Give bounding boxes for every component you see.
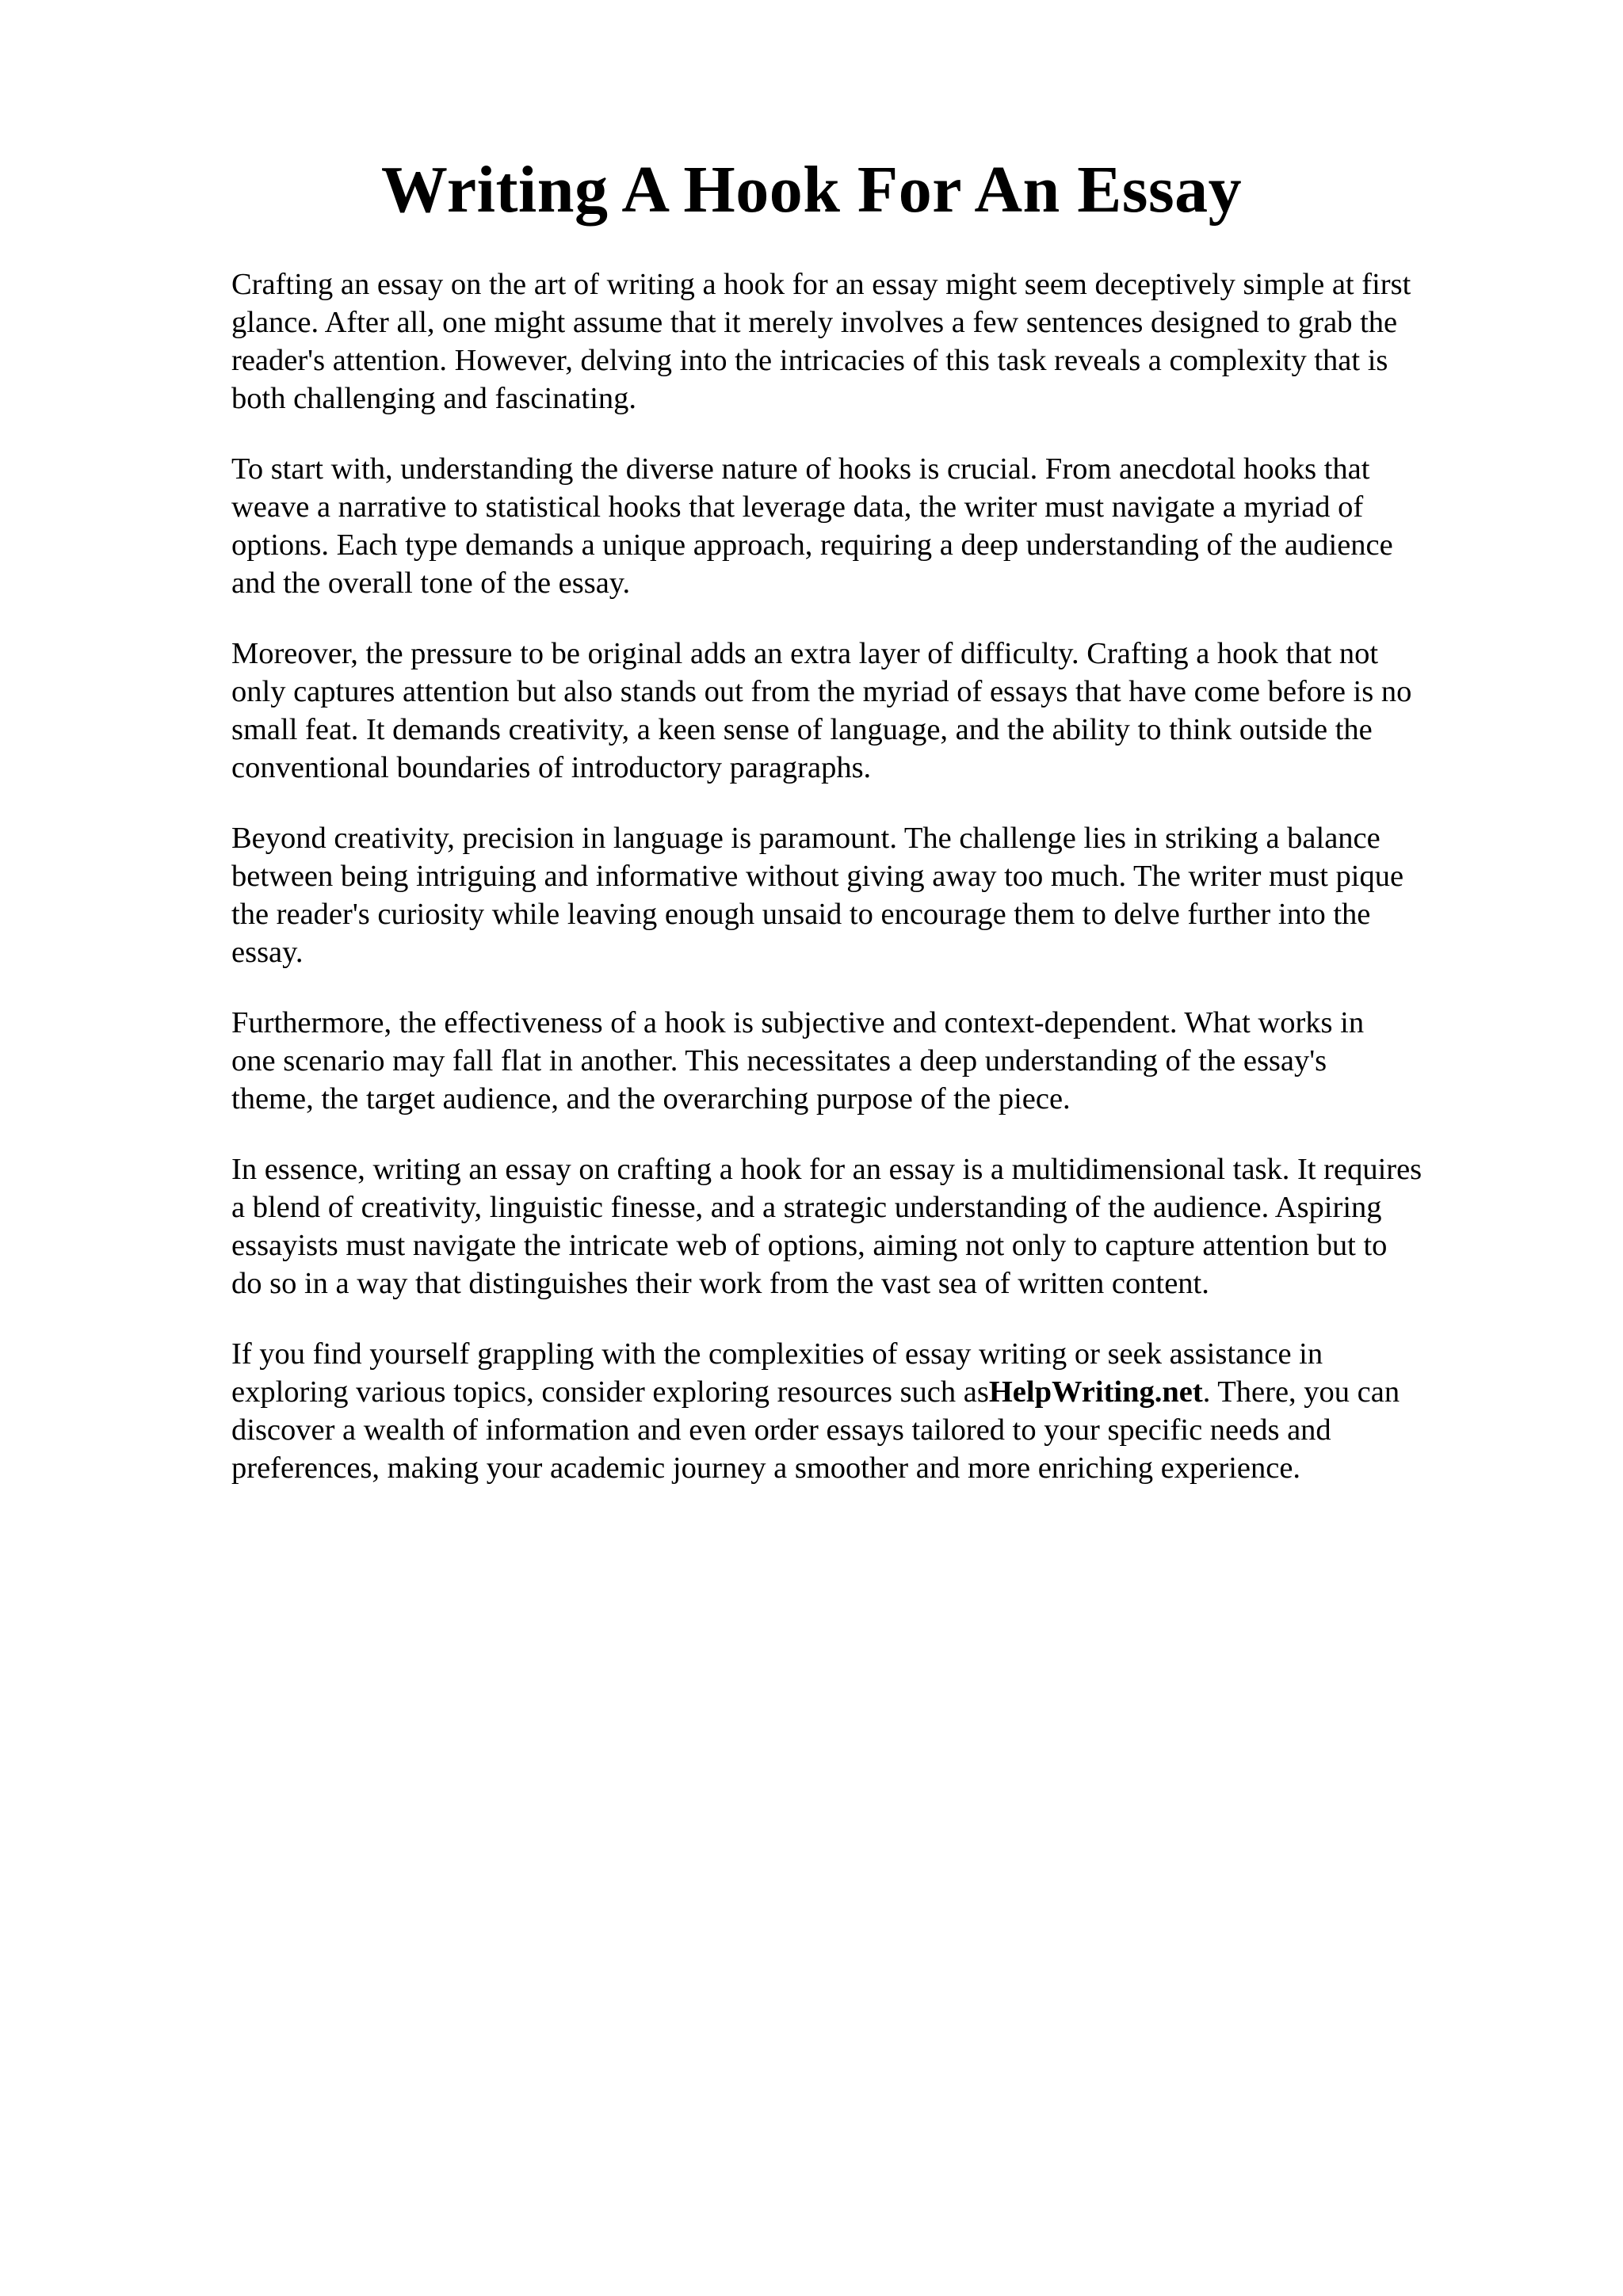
paragraph-line: weave a narrative to statistical hooks that leverage data, the writer must navigate a myriad of xyxy=(231,490,1364,524)
paragraph-line: Furthermore, the effectiveness of a hook is subjective and context-dependent. What works in xyxy=(231,1006,1365,1039)
paragraph-line: a blend of creativity, linguistic finesse, and a strategic understanding of the audience. Aspiring xyxy=(231,1191,1382,1224)
paragraph-line: and the overall tone of the essay. xyxy=(231,566,631,600)
paragraph-line-with-link xyxy=(231,1373,1519,1411)
paragraph-1 xyxy=(231,265,1519,418)
paragraph-line: essay. xyxy=(231,936,304,969)
page-title: Writing A Hook For An Essay xyxy=(380,153,1243,227)
paragraph-line: preferences, making your academic journey a smoother and more enriching experience. xyxy=(231,1451,1301,1485)
paragraph-6 xyxy=(231,1150,1519,1302)
essay-body xyxy=(231,265,1519,1520)
paragraph-line: Beyond creativity, precision in language is paramount. The challenge lies in striking a balance xyxy=(231,822,1381,855)
paragraph-line: discover a wealth of information and even order essays tailored to your specific needs and xyxy=(231,1413,1331,1447)
paragraph-line: the reader's curiosity while leaving enough unsaid to encourage them to delve further into the xyxy=(231,898,1371,931)
paragraph-line: do so in a way that distinguishes their work from the vast sea of written content. xyxy=(231,1267,1209,1300)
paragraph-line: conventional boundaries of introductory paragraphs. xyxy=(231,751,872,784)
paragraph-line: glance. After all, one might assume that it merely involves a few sentences designed to grab the xyxy=(231,306,1398,339)
paragraph-line: small feat. It demands creativity, a keen sense of language, and the ability to think outside the xyxy=(231,713,1373,746)
paragraph-line: theme, the target audience, and the overarching purpose of the piece. xyxy=(231,1082,1071,1116)
paragraph-line: essayists must navigate the intricate web of options, aiming not only to capture attention but to xyxy=(231,1229,1388,1262)
paragraph-line: both challenging and fascinating. xyxy=(231,382,637,415)
helpwriting-link[interactable]: HelpWriting.net xyxy=(988,1375,1203,1409)
line-text-before-link: exploring various topics, consider exploring resources such as xyxy=(231,1375,989,1409)
paragraph-line: options. Each type demands a unique approach, requiring a deep understanding of the audience xyxy=(231,528,1393,562)
paragraph-line: If you find yourself grappling with the complexities of essay writing or seek assistance in xyxy=(231,1337,1323,1371)
paragraph-3 xyxy=(231,635,1519,787)
paragraph-5 xyxy=(231,1004,1519,1118)
paragraph-4 xyxy=(231,819,1519,971)
paragraph-7 xyxy=(231,1335,1519,1487)
line-text-after-link: . There, you can xyxy=(1202,1375,1400,1409)
paragraph-line: between being intriguing and informative without giving away too much. The writer must pique xyxy=(231,860,1404,893)
paragraph-line: To start with, understanding the diverse nature of hooks is crucial. From anecdotal hooks that xyxy=(231,452,1370,486)
paragraph-line: reader's attention. However, delving into the intricacies of this task reveals a complexity that is xyxy=(231,344,1388,377)
paragraph-line: only captures attention but also stands out from the myriad of essays that have come before is no xyxy=(231,675,1412,708)
paragraph-line: Crafting an essay on the art of writing a hook for an essay might seem deceptively simple at first xyxy=(231,268,1411,301)
paragraph-line: In essence, writing an essay on crafting a hook for an essay is a multidimensional task. It requires xyxy=(231,1153,1423,1186)
paragraph-line: Moreover, the pressure to be original adds an extra layer of difficulty. Crafting a hook that not xyxy=(231,637,1379,670)
paragraph-2 xyxy=(231,450,1519,602)
paragraph-line: one scenario may fall flat in another. This necessitates a deep understanding of the essay's xyxy=(231,1044,1327,1077)
